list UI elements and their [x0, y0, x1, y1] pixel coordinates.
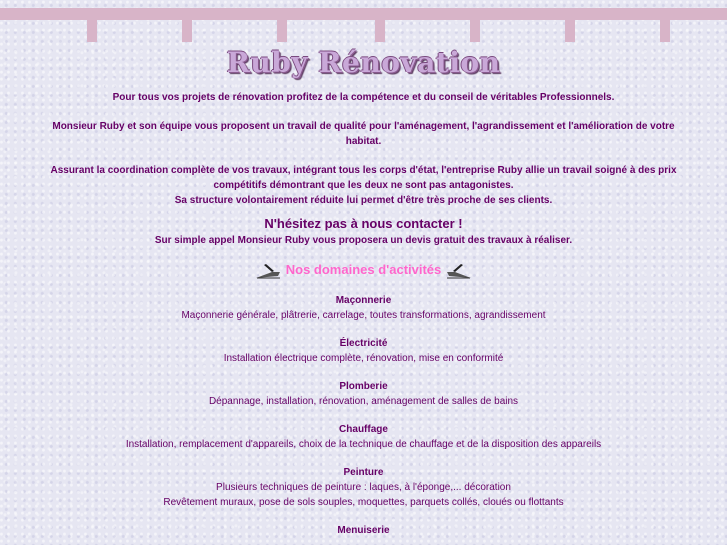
- activity-desc: Installation, remplacement d'appareils, choix de la technique de chauffage et de la disposition des appareils: [125, 439, 602, 450]
- trowel-icon: [254, 262, 282, 280]
- activity-name: Peinture: [343, 467, 384, 478]
- activity-name: Maçonnerie: [335, 295, 392, 306]
- contact-subtext: Sur simple appel Monsieur Ruby vous proposera un devis gratuit des travaux à réaliser.: [154, 235, 573, 246]
- activity-desc: Installation électrique complète, rénovation, mise en conformité: [223, 353, 504, 364]
- trowel-icon: [445, 262, 473, 280]
- top-frame-bar: [0, 8, 727, 20]
- frame-post: [660, 20, 670, 42]
- activity-plomberie: [40, 380, 687, 409]
- contact-heading: N'hésitez pas à nous contacter !: [264, 216, 463, 231]
- activity-desc: Revêtement muraux, pose de sols souples, moquettes, parquets collés, cloués ou flottants: [163, 497, 564, 508]
- intro-paragraph-2: Monsieur Ruby et son équipe vous proposent un travail de qualité pour l'aménagement, l'agrandissement et l'amélioration de votre habitat.: [52, 121, 675, 147]
- domains-heading: Nos domaines d'activités: [285, 262, 442, 277]
- activity-chauffage: [40, 423, 687, 452]
- activity-desc: Plusieurs techniques de peinture : laques, à l'éponge,... décoration: [216, 482, 511, 493]
- activity-maconnerie: [40, 294, 687, 323]
- intro-paragraph-4: Sa structure volontairement réduite lui permet d'être très proche de ses clients.: [174, 195, 553, 206]
- frame-post: [470, 20, 480, 42]
- activity-name: Plomberie: [339, 381, 388, 392]
- activity-name: Électricité: [339, 338, 388, 349]
- main-content: [40, 90, 687, 538]
- activity-menuiserie: [40, 524, 687, 538]
- frame-post: [182, 20, 192, 42]
- frame-post: [87, 20, 97, 42]
- activity-peinture: [40, 466, 687, 510]
- header: [0, 46, 727, 79]
- activity-name: Menuiserie: [337, 525, 390, 536]
- frame-post: [565, 20, 575, 42]
- activity-electricite: [40, 337, 687, 366]
- activity-desc: Maçonnerie générale, plâtrerie, carrelage, toutes transformations, agrandissement: [181, 310, 546, 321]
- intro-paragraph-1: Pour tous vos projets de rénovation profitez de la compétence et du conseil de véritables Professionnels.: [112, 92, 615, 103]
- intro-paragraph-3: Assurant la coordination complète de vos travaux, intégrant tous les corps d'état, l'entreprise Ruby allie un travail soigné à des prix compétitifs démontrant que les deux ne sont pas antagonistes.: [50, 165, 677, 191]
- activity-desc: Dépannage, installation, rénovation, aménagement de salles de bains: [208, 396, 519, 407]
- frame-post: [375, 20, 385, 42]
- activity-name: Chauffage: [339, 424, 388, 435]
- site-title: Ruby Rénovation: [226, 46, 501, 79]
- domains-heading-row: [40, 260, 687, 280]
- frame-post: [277, 20, 287, 42]
